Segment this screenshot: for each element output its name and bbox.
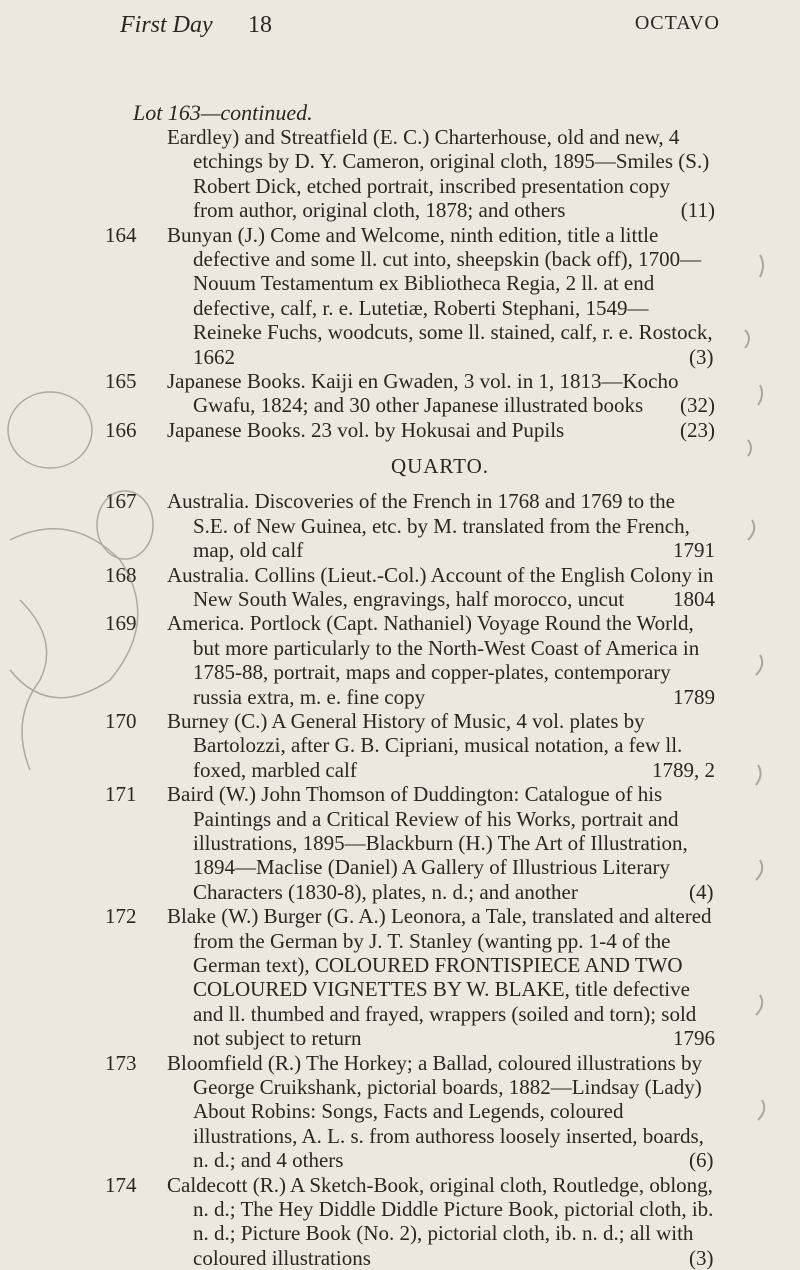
pencil-ticks: [745, 255, 764, 1120]
lot-price: (11): [680, 198, 715, 223]
lot-continued: Lot 163—continued.: [133, 100, 313, 125]
lot-entry: [105, 489, 715, 562]
lot-number: 173: [105, 1050, 137, 1075]
lot-entry: 174 Caldecott (R.) A Sketch-Book, original cloth, Routledge, oblong, n. d.; The Hey Diddle Diddle Picture Book, pictorial cloth, ib. n. d.; Picture Book (No. 2), pictorial cloth, ib. n. d.; all with coloured illustrations (3): [105, 1172, 714, 1270]
lot-description: Burney (C.) A General History of Music, 4 vol. plates by Bartolozzi, after G. B. Cipriani, musical notation, a few ll. foxed, marbled calf: [167, 708, 683, 782]
lot-description: Eardley) and Streatfield (E. C.) Charterhouse, old and new, 4 etchings by D. Y. Cameron, original cloth, 1895—Smiles (S.) Robert Dick, etched portrait, inscribed presentation copy from author, original cloth, 1878; and others: [167, 125, 710, 223]
header-sale-day: First Day: [120, 12, 213, 38]
lot-description: America. Portlock (Capt. Nathaniel) Voyage Round the World, but more particularly to the North-West Coast of America in 1785-88, portrait, maps and copper-plates, contemporary russia extra, m. e. fine copy: [167, 611, 700, 709]
lot-price: 1796: [673, 1026, 715, 1051]
lot-description: Caldecott (R.) A Sketch-Book, original cloth, Routledge, oblong, n. d.; The Hey Diddle Diddle Picture Book, pictorial cloth, ib. n. d.; Picture Book (No. 2), pictorial cloth, ib. n. d.; all with coloured illustrations: [167, 1172, 714, 1270]
lot-number: 166: [105, 417, 137, 442]
lot-entry: [105, 709, 715, 782]
quarto-entries: [105, 489, 715, 1270]
lot-description: Bunyan (J.) Come and Welcome, ninth edition, title a little defective and some ll. cut into, sheepskin (back off), 1700—Nouum Testamentum ex Bibliotheca Regia, 2 ll. at end defective, calf, r. e. Lutetiæ, Roberti Stephani, 1549—Reineke Fuchs, woodcuts, some ll. stained, calf, r. e. Rostock, 1662: [167, 222, 713, 369]
lot-description: Bloomfield (R.) The Horkey; a Ballad, coloured illustrations by George Cruikshank, pictorial boards, 1882—Lindsay (Lady) About Robins: Songs, Facts and Legends, coloured illustrations, A. L. s. from authoress loosely inserted, boards, n. d.; and 4 others: [167, 1050, 704, 1173]
lot-number: 167: [105, 489, 137, 514]
lot-description: Australia. Collins (Lieut.-Col.) Account of the English Colony in New South Wales, engravings, half morocco, uncut: [167, 562, 714, 611]
lot-price: (32): [680, 393, 715, 418]
lot-entry: 171 Baird (W.) John Thomson of Duddington: Catalogue of his Paintings and a Critical Review of his Works, portrait and illustrations, 1895—Blackburn (H.) The Art of Illustration, 1894—Maclise (Daniel) A Gallery of Illustrious Literary Characters (1830-8), plates, n. d.; and another (4): [105, 782, 714, 904]
page-number: 18: [248, 12, 272, 38]
lot-entry: [105, 369, 715, 418]
lot-entry: [105, 611, 715, 709]
lot-price: (23): [680, 417, 715, 442]
lot-number: 164: [105, 222, 137, 247]
section-heading: QUARTO.: [390, 454, 490, 479]
lot-number: 169: [105, 611, 137, 636]
lot-description: Japanese Books. Kaiji en Gwaden, 3 vol. in 1, 1813—Kocho Gwafu, 1824; and 30 other Japanese illustrated books: [167, 369, 679, 418]
lot-description: Japanese Books. 23 vol. by Hokusai and Pupils: [167, 417, 565, 442]
lot-entry: [105, 418, 715, 442]
page-header: [120, 12, 720, 52]
catalogue-body: [105, 100, 715, 1270]
lot-description: Australia. Discoveries of the French in 1768 and 1769 to the S.E. of New Guinea, etc. by M. translated from the French, map, old calf: [167, 489, 690, 563]
lot-entry: 164 Bunyan (J.) Come and Welcome, ninth edition, title a little defective and some ll. cut into, sheepskin (back off), 1700—Nouum Testamentum ex Bibliotheca Regia, 2 ll. at end defective, calf, r. e. Lutetiæ, Roberti Stephani, 1549—Reineke Fuchs, woodcuts, some ll. stained, calf, r. e. Rostock, 1662 (3): [105, 222, 714, 369]
lot-entry: 173 Bloomfield (R.) The Horkey; a Ballad, coloured illustrations by George Cruikshank, pictorial boards, 1882—Lindsay (Lady) About Robins: Songs, Facts and Legends, coloured illustrations, A. L. s. from authoress loosely inserted, boards, n. d.; and 4 others (6): [105, 1050, 714, 1173]
lot-number: 172: [105, 904, 137, 929]
lot-price: 1789: [673, 684, 715, 709]
lot-entry: [105, 125, 715, 223]
lot-entry: [105, 904, 715, 1050]
lot-number: 174: [105, 1172, 137, 1197]
lot-price: 1791: [673, 538, 715, 563]
lot-number: 170: [105, 708, 137, 733]
lot-entry: [105, 563, 715, 612]
octavo-entries: [105, 125, 715, 442]
lot-price: 1804: [673, 586, 715, 611]
lot-price: 1789, 2: [652, 757, 715, 782]
lot-number: 165: [105, 369, 137, 394]
lot-number: 171: [105, 782, 137, 807]
header-section: OCTAVO: [634, 12, 720, 34]
lot-description: Baird (W.) John Thomson of Duddington: Catalogue of his Paintings and a Critical Review of his Works, portrait and illustrations, 1895—Blackburn (H.) The Art of Illustration, 1894—Maclise (Daniel) A Gallery of Illustrious Literary Characters (1830-8), plates, n. d.; and another: [167, 782, 688, 904]
lot-number: 168: [105, 562, 137, 587]
lot-description: Blake (W.) Burger (G. A.) Leonora, a Tale, translated and altered from the German by J. T. Stanley (wanting pp. 1-4 of the German text), COLOURED FRONTISPIECE AND TWO COLOURED VIGNETTES BY W. BLAKE, title defective and ll. thumbed and frayed, wrappers (soiled and torn); sold not subject to return: [167, 904, 712, 1051]
